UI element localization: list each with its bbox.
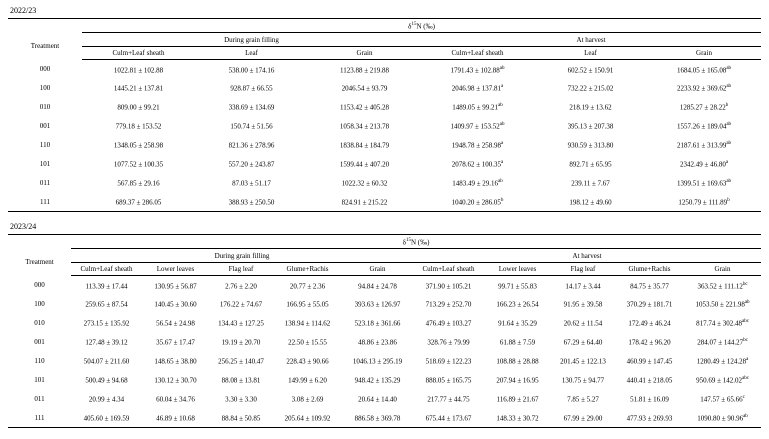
data-cell: 1046.13 ± 295.19	[352, 357, 403, 366]
column-header: Grain	[308, 47, 421, 60]
data-cell: 1483.49 ± 29.16$^{ab}$	[452, 179, 503, 188]
data-cell: 689.37 ± 286.05	[82, 193, 195, 212]
data-cell: 87.03 ± 51.17	[232, 179, 271, 188]
data-cell: 148.33 ± 30.72	[484, 409, 551, 428]
column-header: Glume+Rachis	[615, 263, 684, 276]
data-cell: 477.93 ± 269.93	[615, 409, 684, 428]
table-header-columns-row	[8, 263, 761, 276]
table-row	[8, 98, 761, 117]
column-header: Culm+Leaf sheath	[82, 47, 195, 60]
unit-header-label: N (‰)	[410, 238, 430, 247]
row-treatment: 110	[39, 141, 51, 149]
data-cell: 1557.26 ± 189.04$^{ab}$	[676, 122, 732, 131]
data-cell: 198.12 ± 49.60	[534, 193, 647, 212]
data-cell: 228.43 ± 90.66	[286, 357, 329, 366]
data-cell: 602.52 ± 150.91	[567, 65, 614, 74]
unit-header-label: N (‰)	[416, 22, 435, 31]
data-cell: 166.23 ± 26.54	[496, 300, 539, 309]
data-cell: 130.95 ± 56.87	[154, 281, 197, 290]
data-cell: 363.52 ± 111.12$^{bc}$	[697, 281, 748, 290]
column-header: Lower leaves	[142, 263, 209, 276]
data-cell: 207.94 ± 16.95	[496, 376, 539, 385]
data-cell: 2046.54 ± 93.79	[341, 84, 388, 93]
data-cell: 1153.42 ± 405.28	[339, 103, 390, 112]
data-cell: 1090.80 ± 90.96$^{ab}$	[684, 409, 761, 428]
data-cell: 950.69 ± 142.02$^{abc}$	[696, 376, 749, 385]
data-cell: 1445.21 ± 137.81	[113, 84, 164, 93]
year-label-2022: 2022/23	[10, 6, 37, 15]
data-cell: 1791.43 ± 102.88$^{ab}$	[450, 65, 505, 74]
data-cell: 1077.52 ± 100.35	[113, 160, 164, 169]
data-cell: 2078.62 ± 100.35$^a$	[451, 160, 504, 169]
row-treatment: 011	[39, 179, 51, 187]
column-header: Grain	[647, 47, 761, 60]
data-cell: 370.29 ± 181.71	[626, 300, 673, 309]
data-cell: 256.25 ± 140.47	[218, 357, 264, 366]
data-cell: 388.93 ± 250.50	[195, 193, 308, 212]
data-cell: 138.94 ± 114.62	[284, 319, 331, 328]
data-cell: 1599.44 ± 407.20	[339, 160, 390, 169]
unit-header-2022: $\delta^{15}N$ (‰)	[82, 19, 761, 33]
data-cell: 56.54 ± 24.98	[156, 319, 195, 328]
data-cell: 393.63 ± 126.97	[354, 300, 401, 309]
table-2023-24	[8, 234, 761, 428]
data-cell: 88.84 ± 50.85	[209, 409, 273, 428]
data-cell: 3.30 ± 3.30	[225, 395, 257, 404]
column-header: Culm+Leaf sheath	[421, 47, 534, 60]
data-cell: 1250.79 ± 111.89$^b$	[647, 193, 761, 212]
table-row	[8, 136, 761, 155]
data-cell: 523.18 ± 361.66	[354, 319, 401, 328]
data-cell: 166.95 ± 55.05	[286, 300, 329, 309]
data-cell: 371.90 ± 105.21	[425, 281, 472, 290]
column-header: Culm+Leaf sheath	[413, 263, 484, 276]
row-treatment: 010	[39, 103, 51, 111]
data-cell: 779.18 ± 153.52	[115, 122, 162, 131]
spacer-cell	[8, 19, 82, 33]
data-cell: 67.99 ± 29.00	[551, 409, 615, 428]
table-row	[8, 117, 761, 136]
data-cell: 60.04 ± 34.76	[156, 395, 195, 404]
data-cell: 130.12 ± 30.70	[154, 376, 197, 385]
data-cell: 61.88 ± 7.59	[499, 338, 536, 347]
data-cell: 134.43 ± 127.25	[218, 319, 264, 328]
table-row	[8, 60, 761, 79]
data-cell: 1399.51 ± 169.63$^{ab}$	[676, 179, 732, 188]
unit-header-2023: $\delta^{15}N$ (‰)	[71, 235, 761, 249]
table-header-unit-row	[8, 235, 761, 249]
table-row	[8, 295, 761, 314]
data-cell: 2187.61 ± 313.99$^{ab}$	[676, 141, 732, 150]
data-cell: 20.64 ± 14.40	[358, 395, 397, 404]
data-cell: 1489.05 ± 99.21$^{ab}$	[452, 103, 503, 112]
data-cell: 273.15 ± 135.92	[83, 319, 130, 328]
column-header: Grain	[684, 263, 761, 276]
data-cell: 130.75 ± 94.77	[561, 376, 605, 385]
data-cell: 116.89 ± 21.67	[496, 395, 539, 404]
column-header: Flag leaf	[551, 263, 615, 276]
table-2022-23	[8, 18, 761, 212]
data-cell: 1838.84 ± 184.79	[339, 141, 390, 150]
data-cell: 824.91 ± 215.22	[308, 193, 421, 212]
data-cell: 504.07 ± 211.60	[83, 357, 130, 366]
data-cell: 91.95 ± 39.58	[563, 300, 603, 309]
data-cell: 239.11 ± 7.67	[571, 179, 610, 188]
row-treatment: 000	[39, 65, 51, 73]
data-cell: 930.59 ± 313.80	[567, 141, 614, 150]
data-cell: 20.77 ± 2.36	[289, 281, 326, 290]
data-cell: 205.64 ± 109.92	[273, 409, 342, 428]
data-cell: 395.13 ± 207.38	[567, 122, 614, 131]
table-row	[8, 155, 761, 174]
data-cell: 2342.49 ± 46.80$^a$	[679, 160, 729, 169]
data-cell: 35.67 ± 17.47	[156, 338, 195, 347]
row-treatment: 111	[8, 409, 71, 428]
data-cell: 7.85 ± 5.27	[567, 395, 599, 404]
data-cell: 84.75 ± 35.77	[630, 281, 669, 290]
row-treatment: 111	[8, 193, 82, 212]
column-header: Leaf	[195, 47, 308, 60]
data-cell: 928.87 ± 66.55	[230, 84, 273, 93]
data-cell: 817.74 ± 302.48$^{abc}$	[696, 319, 749, 328]
data-cell: 567.85 ± 29.16	[117, 179, 160, 188]
data-cell: 1285.27 ± 28.22$^b$	[679, 103, 729, 112]
data-cell: 713.29 ± 252.70	[425, 300, 472, 309]
table-header-columns-row	[8, 47, 761, 60]
data-cell: 538.00 ± 174.16	[228, 65, 275, 74]
data-cell: 405.60 ± 169.59	[71, 409, 142, 428]
data-cell: 19.19 ± 20.70	[221, 338, 261, 347]
table-row	[8, 79, 761, 98]
column-header: Flag leaf	[209, 263, 273, 276]
data-cell: 2.76 ± 2.20	[225, 281, 257, 290]
column-header: Lower leaves	[484, 263, 551, 276]
data-cell: 91.64 ± 35.29	[498, 319, 537, 328]
column-header: Culm+Leaf sheath	[71, 263, 142, 276]
data-cell: 2233.92 ± 369.62$^{ab}$	[676, 84, 732, 93]
row-treatment: 100	[34, 300, 45, 308]
table-row	[8, 371, 761, 390]
data-cell: 476.49 ± 103.27	[425, 319, 472, 328]
data-cell: 201.45 ± 122.13	[560, 357, 606, 366]
data-cell: 20.62 ± 11.54	[563, 319, 603, 328]
table-row	[8, 409, 761, 428]
data-cell: 2046.98 ± 137.81$^a$	[451, 84, 504, 93]
data-cell: 892.71 ± 65.95	[569, 160, 612, 169]
row-treatment: 110	[34, 357, 45, 365]
data-cell: 1022.32 ± 60.32	[341, 179, 388, 188]
data-cell: 886.58 ± 369.78	[342, 409, 413, 428]
data-cell: 46.89 ± 10.68	[142, 409, 209, 428]
data-cell: 1684.05 ± 165.08$^{ab}$	[676, 65, 732, 74]
data-cell: 821.36 ± 278.96	[228, 141, 275, 150]
data-cell: 218.19 ± 13.62	[569, 103, 612, 112]
data-cell: 99.71 ± 55.83	[498, 281, 537, 290]
row-treatment: 101	[34, 376, 45, 384]
table-row	[8, 276, 761, 295]
data-cell: 675.44 ± 173.67	[413, 409, 484, 428]
data-cell: 67.29 ± 64.40	[563, 338, 603, 347]
year-label-2023: 2023/24	[10, 222, 37, 231]
data-cell: 217.77 ± 44.75	[427, 395, 470, 404]
table-header-group-row	[8, 33, 761, 47]
data-cell: 48.86 ± 23.86	[358, 338, 397, 347]
table-row	[8, 333, 761, 352]
data-cell: 1053.50 ± 221.98$^{ab}$	[695, 300, 750, 309]
data-cell: 732.22 ± 215.02	[567, 84, 614, 93]
group-header-at-harvest: At harvest	[421, 33, 761, 47]
column-header: Leaf	[534, 47, 647, 60]
group-header-at-harvest: At harvest	[413, 249, 761, 263]
table-row	[8, 193, 761, 212]
data-cell: 888.05 ± 165.75	[425, 376, 472, 385]
data-cell: 284.07 ± 144.27$^{bc}$	[697, 338, 748, 347]
data-cell: 20.99 ± 4.34	[88, 395, 125, 404]
data-cell: 500.49 ± 94.68	[85, 376, 128, 385]
data-cell: 176.22 ± 74.67	[219, 300, 263, 309]
data-cell: 113.39 ± 17.44	[85, 281, 128, 290]
data-cell: 809.00 ± 99.21	[117, 103, 160, 112]
group-header-during-grain-filling: During grain filling	[71, 249, 413, 263]
data-cell: 1280.49 ± 124.28$^a$	[696, 357, 749, 366]
data-cell: 149.99 ± 6.20	[288, 376, 327, 385]
column-header: Glume+Rachis	[273, 263, 342, 276]
data-cell: 948.42 ± 135.29	[354, 376, 401, 385]
data-cell: 1058.34 ± 213.78	[339, 122, 390, 131]
row-treatment: 101	[39, 160, 51, 168]
row-treatment: 000	[34, 281, 45, 289]
data-cell: 178.42 ± 96.20	[628, 338, 671, 347]
row-treatment: 001	[39, 122, 51, 130]
data-cell: 518.69 ± 122.23	[425, 357, 472, 366]
table-header-group-row	[8, 249, 761, 263]
data-cell: 51.81 ± 16.09	[630, 395, 669, 404]
column-header: Grain	[342, 263, 413, 276]
row-treatment: 001	[34, 338, 45, 346]
data-cell: 259.65 ± 87.54	[85, 300, 128, 309]
table-header-unit-row	[8, 19, 761, 33]
data-cell: 1948.78 ± 258.98$^a$	[451, 141, 504, 150]
data-cell: 108.88 ± 28.88	[496, 357, 539, 366]
data-cell: 1040.20 ± 286.05$^b$	[421, 193, 534, 212]
spacer-cell	[8, 235, 71, 249]
data-cell: 460.99 ± 147.45	[626, 357, 673, 366]
table-row	[8, 390, 761, 409]
data-cell: 440.41 ± 218.05	[626, 376, 673, 385]
row-treatment: 100	[39, 84, 51, 92]
data-cell: 88.08 ± 13.81	[221, 376, 261, 385]
data-cell: 1348.05 ± 258.98	[113, 141, 164, 150]
row-treatment: 010	[34, 319, 45, 327]
data-cell: 140.45 ± 30.60	[154, 300, 197, 309]
data-cell: 3.08 ± 2.69	[291, 395, 324, 404]
data-cell: 338.69 ± 134.69	[228, 103, 275, 112]
row-treatment: 011	[34, 395, 45, 403]
data-cell: 328.76 ± 79.99	[427, 338, 470, 347]
data-cell: 172.49 ± 46.24	[628, 319, 671, 328]
data-cell: 557.20 ± 243.87	[228, 160, 275, 169]
treatment-header-2023: Treatment	[25, 258, 54, 266]
data-cell: 22.50 ± 15.55	[288, 338, 327, 347]
table-row	[8, 174, 761, 193]
data-cell: 127.48 ± 39.12	[85, 338, 128, 347]
data-cell: 1409.97 ± 153.52$^{ab}$	[450, 122, 505, 131]
data-cell: 150.74 ± 51.56	[230, 122, 273, 131]
data-cell: 148.65 ± 38.80	[154, 357, 197, 366]
table-row	[8, 352, 761, 371]
table-row	[8, 314, 761, 333]
data-cell: 94.84 ± 24.78	[358, 281, 397, 290]
data-cell: 1022.81 ± 102.88	[113, 65, 164, 74]
treatment-header-2022: Treatment	[30, 42, 60, 50]
data-cell: 147.57 ± 65.66$^c$	[700, 395, 745, 404]
group-header-during-grain-filling: During grain filling	[82, 33, 421, 47]
data-cell: 14.17 ± 3.44	[565, 281, 601, 290]
data-cell: 1123.88 ± 219.88	[339, 65, 390, 74]
